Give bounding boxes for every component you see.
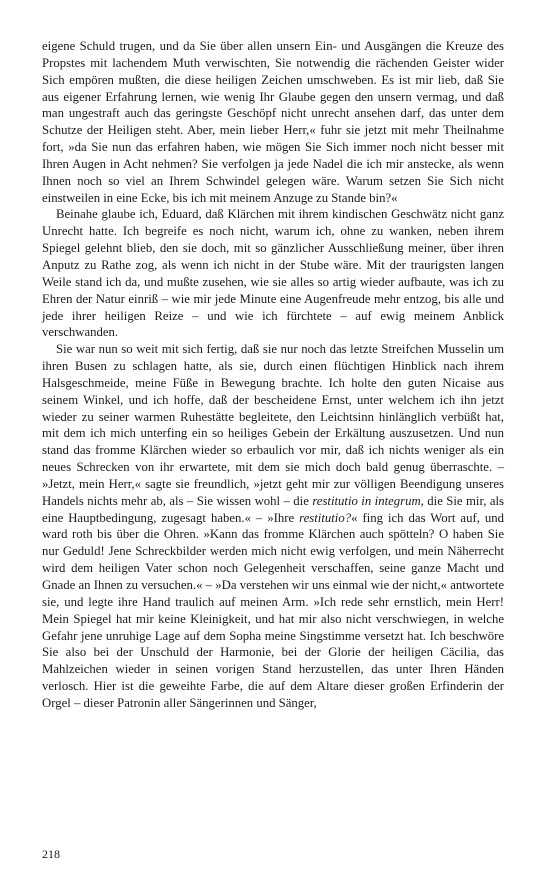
text-run: Sie war nun so weit mit sich fertig, daß sie nur noch das letzte Streifchen Musselin um ihren Busen zu schlagen hatte, als sie, durch einen flüchtigen Hinblick nach ihrem Halsgeschmeide, meine Füße in Bewegung brachte. Ich holte den guten Nicaise aus seinem Winkel, und ich hoffe, daß der bescheidene Ernst, unter welchem ich ihn jetzt wieder zu seiner warmen Ruhestätte begleitete, den Leichtsinn hinlänglich verbüßt hat, mit dem ich mich unterfing ein so heiliges Gebein der Erkältung auszusetzen. Und nun stand das fromme Klärchen wieder so erbaulich vor mir, daß ich nichts weniger als ein neues Schrecken von ihr erwartete, mit dem sie mich doch bald genug überraschte. – »Jetzt, mein Herr,« sagte sie freundlich, »jetzt geht mir zur völligen Beendigung unseres Handels nichts mehr ab, als – Sie wissen wohl – die — [42, 342, 504, 508]
italic-phrase: restitutio? — [299, 510, 352, 525]
text-run: eigene Schuld trugen, und da Sie über allen unsern Ein- und Ausgängen die Kreuze des Propstes mit lachendem Muth verwischten, Sie notwendig die rächenden Geister wider Sich empören mußten, die diese heiligen Zeichen umschweben. Es ist mir lieb, daß Sie aus eigener Erfahrung lernen, wie wenig Ihr Glaube gegen den unsern vermag, und daß man ungestraft auch das geringste Geschöpf nicht unrecht ansehen darf, das unter dem Schutze der Heiligen steht. Aber, mein lieber Herr,« fuhr sie jetzt mit mehr Theilnahme fort, »da Sie nun das erfahren haben, wie mögen Sie Sich immer noch nicht besser mit Ihren Augen in Acht nehmen? Sie verfolgen ja jede Nadel die ich mir anstecke, als wenn Ihnen noch so viel an Ihrem Schwindel gelegen wäre. Warum setzen Sie Sich nicht einstweilen in eine Ecke, bis ich mit meinem Anzuge zu Stande bin?« — [42, 39, 504, 205]
paragraph — [42, 206, 504, 341]
paragraph — [42, 341, 504, 712]
text-run: « fing ich das Wort auf, und ward roth bis über die Ohren. »Kann das fromme Klärchen auch spötteln? O haben Sie nur Geduld! Jene Schreckbilder werden mich nicht ewig verfolgen, und mein Näherrecht wird dem heiligen Vater schon noch Gelegenheit verschaffen, seine ganze Macht und Gnade an Ihnen zu versuchen.« – »Da verstehen wir uns einmal wie der nicht,« antwortete sie, und legte ihre Hand traulich auf meinen Arm. »Ich rede sehr ernstlich, mein Herr! Mein Spiegel hat mir keine Kleinigkeit, und hat mir also nicht verschwiegen, in welche Gefahr jene unruhige Lage auf dem Sopha meine Singstimme versetzt hat. Ich beschwöre Sie also bei der Unschuld der Harmonie, bei der Glorie der heiligen Cäcilia, das Mahlzeichen wieder in seinen vorigen Stand herzustellen, das unter Ihren Händen verlosch. Hier ist die geweihte Farbe, die auf dem Altare dieser großen Erfinderin der Orgel – dieser Patronin aller Sängerinnen und Sänger, — [42, 510, 504, 710]
page-number: 218 — [42, 847, 60, 861]
italic-phrase: restitutio in integrum, — [312, 493, 424, 508]
text-run: Beinahe glaube ich, Eduard, daß Klärchen mit ihrem kindischen Geschwätz nicht ganz Unrecht hatte. Ich begreife es noch nicht, warum ich, ohne zu wanken, neben ihrem Spiegel gelehnt blieb, den sie doch, mit so gänzlicher Ausschließung meiner, über ihren Anputz zu Rathe zog, als wenn ich nicht in der Stube wäre. Mit der traurigsten langen Weile stand ich da, und mußte zusehen, wie sie alles so artig wieder aufbaute, was ich zu Ehren der Natur einriß – wie mir jede Minute eine Augenfreude mehr entzog, bis alle und jede ihrer heiligen Reize – und wie ich fürchtete – auf ewig meinem Anblick verschwanden. — [42, 207, 504, 340]
paragraph — [42, 38, 504, 206]
text-run: die Sie mir, als eine Hauptbedingung, zugesagt haben.« – »Ihre — [42, 493, 504, 525]
body-text — [42, 38, 504, 712]
